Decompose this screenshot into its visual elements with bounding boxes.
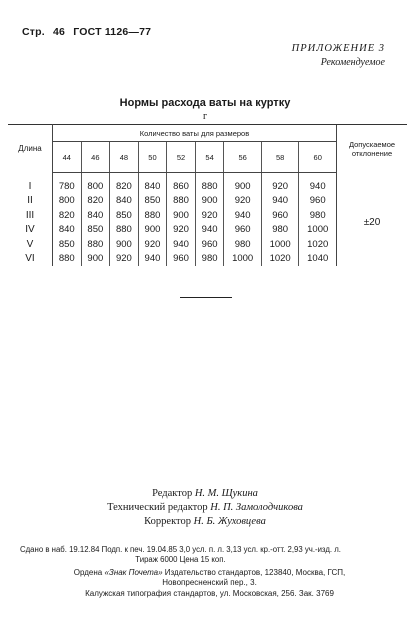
table-unit: г: [202, 111, 208, 122]
length-cell: II: [8, 194, 53, 209]
page-label: Стр.: [22, 26, 45, 38]
publisher-line3: Калужская типография стандартов, ул. Московская, 256. Зак. 3769: [85, 589, 334, 598]
wadding-norms-table: [8, 124, 407, 266]
length-cell: V: [8, 237, 53, 252]
publisher-name: Издательство стандартов, 123840, Москва, ГСП,: [164, 568, 346, 577]
value-cell: 940: [309, 180, 326, 192]
imprint-line1a: Сдано в наб. 19.12.84 Подп. к печ. 19.04.85 3,0 усл. п. л.: [20, 545, 225, 554]
value-cell: 1040: [307, 253, 329, 265]
value-cell: 850: [53, 237, 82, 252]
value-cell: 900: [138, 223, 167, 238]
value-cell: 920: [195, 208, 224, 223]
value-cell: 900: [110, 237, 139, 252]
value-cell: 850: [138, 194, 167, 209]
table-title: Нормы расхода ваты на куртку: [119, 97, 291, 109]
length-cell: VI: [8, 252, 53, 267]
value-cell: 940: [138, 252, 167, 267]
size-header: 50: [138, 142, 167, 173]
size-header: 56: [224, 142, 262, 173]
value-cell: 900: [224, 173, 262, 194]
value-cell: 820: [53, 208, 82, 223]
deviation-cell: ±20: [337, 173, 408, 267]
staff-role: Технический редактор: [107, 502, 208, 513]
value-cell: 980: [309, 209, 326, 221]
value-cell: 940: [224, 208, 262, 223]
value-cell: 980: [261, 223, 299, 238]
staff-person: Н. П. Замолодчикова: [210, 502, 303, 513]
value-cell: 880: [138, 208, 167, 223]
appendix-title: ПРИЛОЖЕНИЕ 3: [291, 43, 385, 54]
value-cell: 800: [81, 173, 110, 194]
value-cell: 880: [53, 252, 82, 267]
value-cell: 820: [110, 173, 139, 194]
size-header: 52: [167, 142, 196, 173]
value-cell: 920: [110, 252, 139, 267]
staff-tech-editor: [0, 501, 410, 515]
size-header: 54: [195, 142, 224, 173]
staff-person: Н. М. Щукина: [194, 488, 258, 499]
value-cell: 920: [261, 173, 299, 194]
value-cell: 780: [53, 173, 82, 194]
header-deviation: Допускаемое отклонение: [337, 125, 408, 173]
value-cell: 960: [309, 195, 326, 207]
staff-proofreader: [0, 515, 410, 529]
value-cell: 840: [110, 194, 139, 209]
value-cell: 960: [195, 237, 224, 252]
publisher-line1: [0, 568, 419, 578]
value-cell: 900: [167, 208, 196, 223]
length-cell: I: [8, 173, 53, 194]
end-rule: [180, 297, 232, 298]
value-cell: 1000: [307, 224, 329, 236]
value-cell: 820: [81, 194, 110, 209]
value-cell: 980: [195, 252, 224, 267]
publisher-order: Ордена: [73, 568, 103, 577]
publisher-line2: Новопресненский пер., 3.: [162, 578, 257, 587]
value-cell: 1020: [307, 238, 329, 250]
value-cell: 1000: [261, 237, 299, 252]
value-cell: 900: [81, 252, 110, 267]
value-cell: 840: [138, 173, 167, 194]
size-header: 48: [110, 142, 139, 173]
value-cell: 850: [81, 223, 110, 238]
value-cell: 940: [195, 223, 224, 238]
value-cell: 880: [195, 173, 224, 194]
standard-number: ГОСТ 1126—77: [73, 26, 152, 38]
table-row: [8, 173, 407, 194]
value-cell: 850: [110, 208, 139, 223]
value-cell: 960: [167, 252, 196, 267]
size-header: 60: [299, 142, 337, 173]
value-cell: 1020: [261, 252, 299, 267]
value-cell: 920: [224, 194, 262, 209]
value-cell: 940: [261, 194, 299, 209]
size-header: 58: [261, 142, 299, 173]
imprint-line2: Тираж 6000 Цена 15 коп.: [135, 555, 226, 564]
value-cell: 900: [195, 194, 224, 209]
staff-person: Н. Б. Жуховцева: [193, 516, 266, 527]
running-header: [22, 26, 156, 38]
value-cell: 960: [261, 208, 299, 223]
value-cell: 880: [110, 223, 139, 238]
length-cell: IV: [8, 223, 53, 238]
value-cell: 880: [167, 194, 196, 209]
value-cell: 1000: [224, 252, 262, 267]
value-cell: 980: [224, 237, 262, 252]
header-length: Длина: [8, 125, 53, 173]
value-cell: 840: [53, 223, 82, 238]
size-header: 46: [81, 142, 110, 173]
value-cell: 840: [81, 208, 110, 223]
value-cell: 940: [167, 237, 196, 252]
value-cell: 920: [167, 223, 196, 238]
length-cell: III: [8, 208, 53, 223]
publisher-badge: «Знак Почета»: [104, 568, 163, 577]
staff-editor: [0, 487, 410, 501]
value-cell: 960: [224, 223, 262, 238]
header-quantity: Количество ваты для размеров: [53, 125, 337, 142]
size-header: 44: [53, 142, 82, 173]
value-cell: 800: [53, 194, 82, 209]
staff-role: Редактор: [152, 488, 193, 499]
imprint-line1b: 3,13 усл. кр.-отт. 2,93 уч.-изд. л.: [226, 545, 341, 554]
staff-role: Корректор: [144, 516, 191, 527]
page-number: 46: [52, 26, 66, 38]
print-imprint: [20, 545, 341, 565]
appendix-subtitle: Рекомендуемое: [320, 57, 385, 68]
value-cell: 880: [81, 237, 110, 252]
value-cell: 860: [167, 173, 196, 194]
value-cell: 920: [138, 237, 167, 252]
